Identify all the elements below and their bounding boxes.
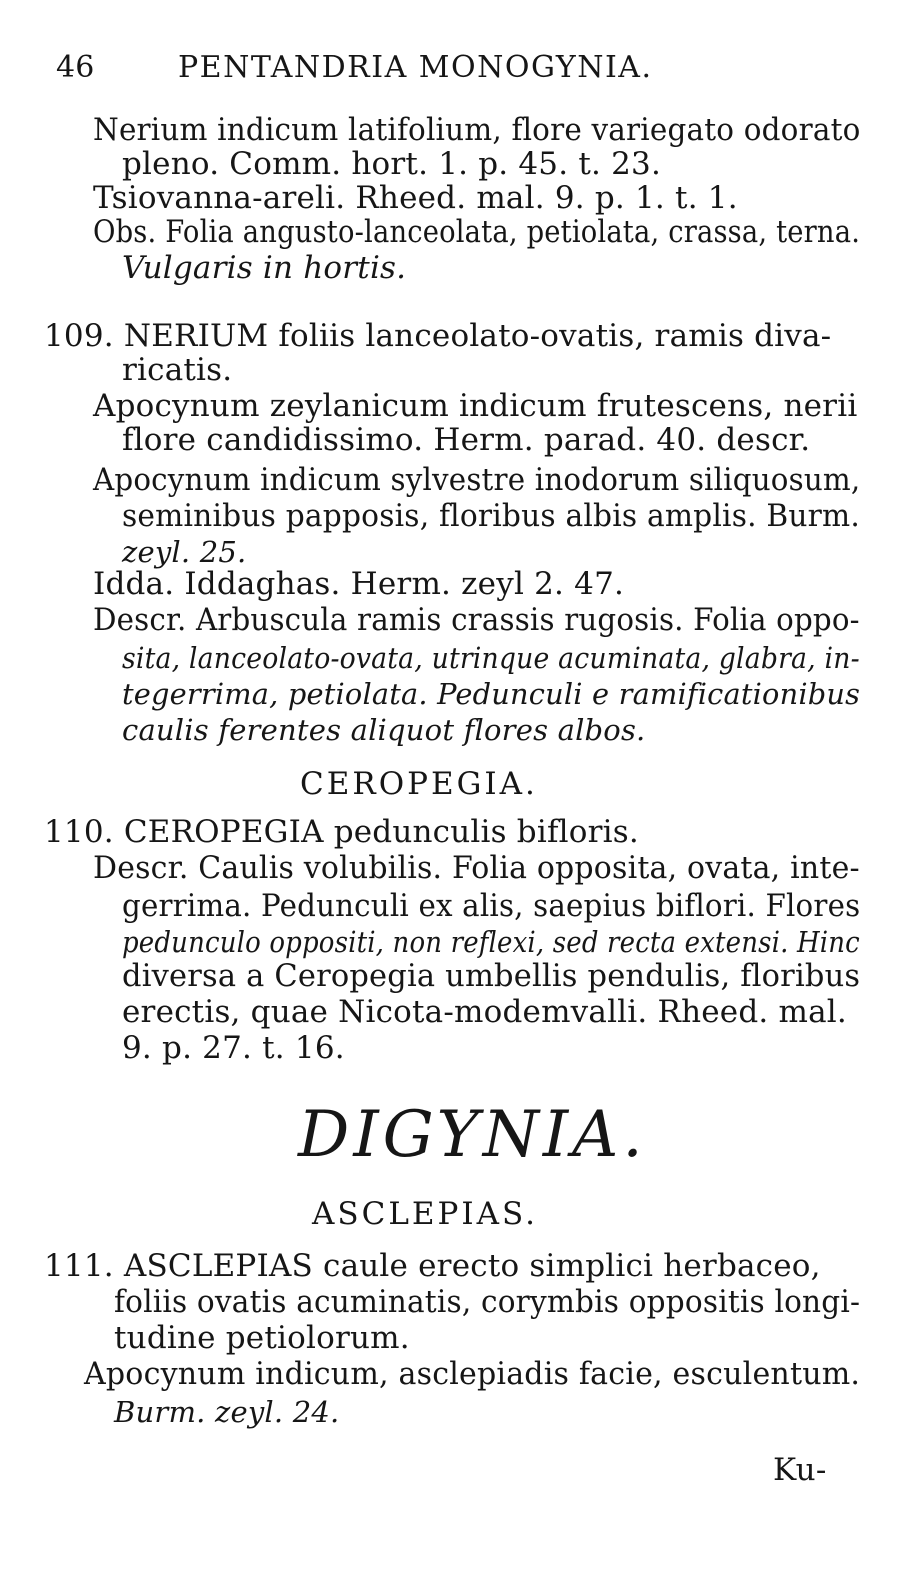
text-line: ricatis. [122,352,233,388]
genus-heading: CEROPEGIA. [300,766,538,802]
text-line: Burm. zeyl. 24. [114,1395,340,1429]
text-line: Descr. Arbuscula ramis crassis rugosis. Folia oppo- [93,602,860,638]
text-line: foliis ovatis acuminatis, corymbis oppositis longi- [114,1284,861,1320]
order-heading: DIGYNIA. [298,1098,647,1172]
text-line: 9. p. 27. t. 16. [122,1030,345,1066]
text-line: Descr. Caulis volubilis. Folia opposita, ovata, inte- [93,850,860,886]
text-line: Apocynum zeylanicum indicum frutescens, nerii [93,388,858,424]
text-line: sita, lanceolato-ovata, utrinque acuminata, glabra, in- [122,641,860,675]
text-line: flore candidissimo. Herm. parad. 40. descr. [122,422,811,458]
text-line: caulis ferentes aliquot flores albos. [122,713,646,747]
genus-heading: ASCLEPIAS. [312,1196,539,1232]
text-line: Vulgaris in hortis. [122,250,407,286]
species-heading: 110. CEROPEGIA pedunculis bifloris. [44,814,639,850]
text-line: zeyl. 25. [122,535,247,569]
text-line: tegerrima, petiolata. Pedunculi e ramificationibus [122,677,861,711]
text-line: Tsiovanna-areli. Rheed. mal. 9. p. 1. t. 1. [93,180,738,216]
text-line: pedunculo oppositi, non reflexi, sed recta extensi. Hinc [122,925,860,959]
text-line: Obs. Folia angusto-lanceolata, petiolata, crassa, terna. [93,214,861,250]
running-title: PENTANDRIA MONOGYNIA. [178,50,653,85]
text-line: Idda. Iddaghas. Herm. zeyl 2. 47. [93,566,625,602]
text-line: Apocynum indicum, asclepiadis facie, esculentum. [84,1356,861,1392]
species-heading: 109. NERIUM foliis lanceolato-ovatis, ramis diva- [44,318,832,354]
page-number: 46 [56,50,95,85]
text-line: diversa a Ceropegia umbellis pendulis, floribus [122,958,861,994]
text-line: pleno. Comm. hort. 1. p. 45. t. 23. [122,146,661,182]
text-line: erectis, quae Nicota-modemvalli. Rheed. mal. [122,994,847,1030]
text-line: seminibus papposis, floribus albis amplis. Burm. [122,498,861,534]
text-line: Apocynum indicum sylvestre inodorum siliquosum, [93,462,861,498]
text-line: tudine petiolorum. [114,1320,410,1356]
species-heading: 111. ASCLEPIAS caule erecto simplici herbaceo, [44,1248,821,1284]
text-line: Nerium indicum latifolium, flore variegato odorato [93,112,861,148]
catchword: Ku- [773,1452,827,1488]
text-line: gerrima. Pedunculi ex alis, saepius biflori. Flores [122,888,861,924]
